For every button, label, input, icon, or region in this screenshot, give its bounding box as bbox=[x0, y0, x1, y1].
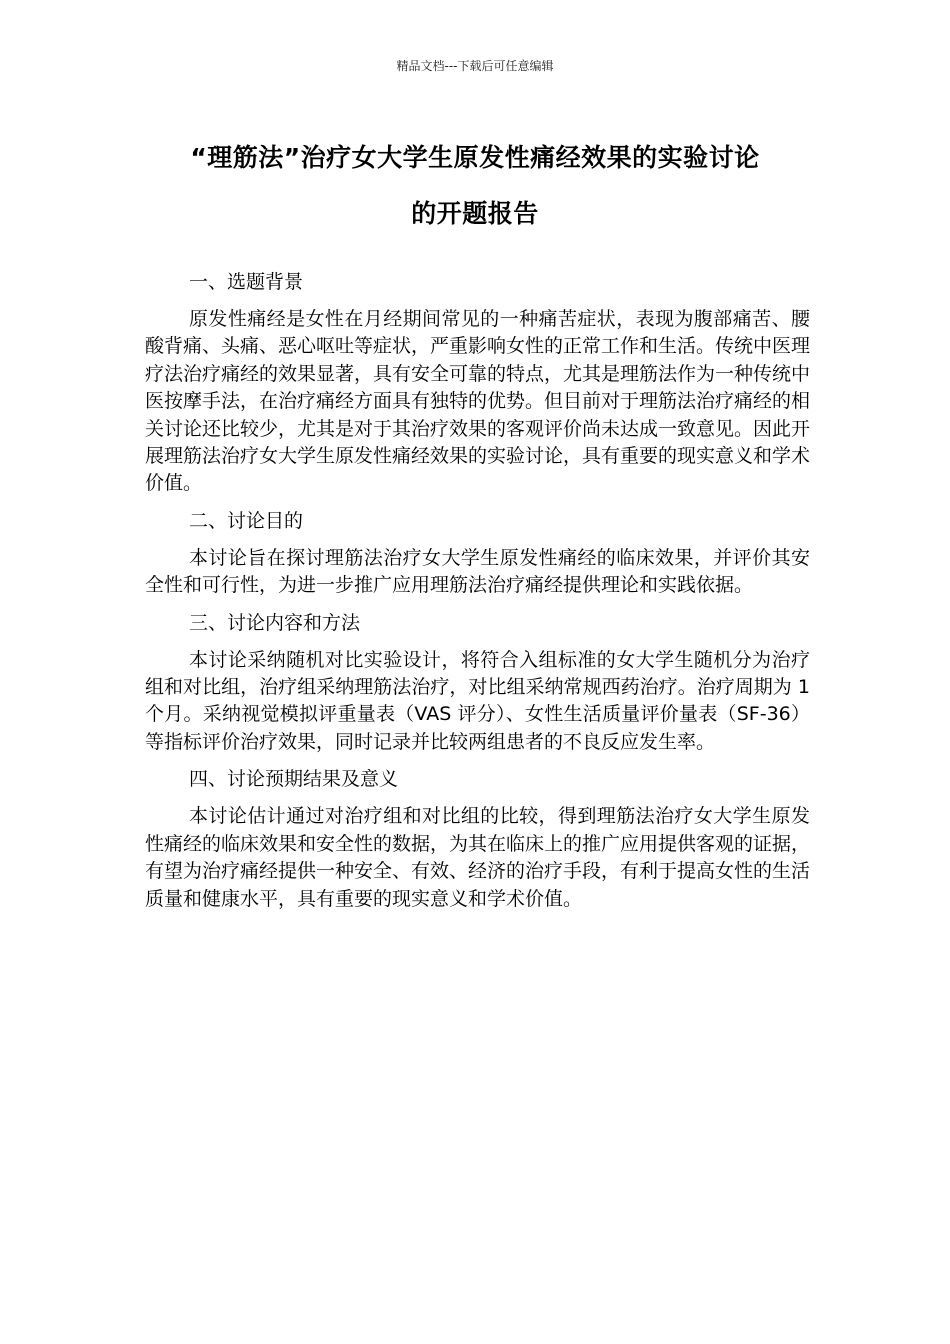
section-paragraph: 本讨论采纳随机对比实验设计，将符合入组标准的女大学生随机分为治疗组和对比组，治疗组采纳理筋法治疗，对比组采纳常规西药治疗。治疗周期为 1 个月。采纳视觉模拟评重量表（VAS 评分）、女性生活质量评价量表（SF-36）等指标评价治疗效果，同时记录并比较两组患者的不良反应发生率。 bbox=[145, 648, 810, 753]
title-line-2: 的开题报告 bbox=[411, 199, 539, 228]
section-heading: 三、讨论内容和方法 bbox=[189, 611, 361, 634]
page-header: 精品文档---下载后可任意编辑 bbox=[396, 59, 554, 73]
title-line-1: “理筋法”治疗女大学生原发性痛经效果的实验讨论 bbox=[190, 143, 760, 172]
section-background bbox=[145, 268, 810, 498]
section-purpose bbox=[145, 507, 810, 600]
section-paragraph: 本讨论旨在探讨理筋法治疗女大学生原发性痛经的临床效果，并评价其安全性和可行性，为进一步推广应用理筋法治疗痛经提供理论和实践依据。 bbox=[145, 546, 810, 597]
section-methods bbox=[145, 609, 810, 757]
section-paragraph: 原发性痛经是女性在月经期间常见的一种痛苦症状，表现为腹部痛苦、腰酸背痛、头痛、恶心呕吐等症状，严重影响女性的正常工作和生活。传统中医理疗法治疗痛经的效果显著，具有安全可靠的特点，尤其是理筋法作为一种传统中医按摩手法，在治疗痛经方面具有独特的优势。但目前对于理筋法治疗痛经的相关讨论还比较少，尤其是对于其治疗效果的客观评价尚未达成一致意见。因此开展理筋法治疗女大学生原发性痛经效果的实验讨论，具有重要的现实意义和学术价值。 bbox=[145, 308, 811, 495]
section-expected-results bbox=[145, 765, 810, 913]
document-title bbox=[120, 130, 830, 242]
section-paragraph: 本讨论估计通过对治疗组和对比组的比较，得到理筋法治疗女大学生原发性痛经的临床效果和安全性的数据，为其在临床上的推广应用提供客观的证据，有望为治疗痛经提供一种安全、有效、经济的治疗手段，有利于提高女性的生活质量和健康水平，具有重要的现实意义和学术价值。 bbox=[145, 805, 811, 910]
section-heading: 一、选题背景 bbox=[189, 271, 304, 293]
document-body bbox=[145, 268, 810, 922]
section-heading: 四、讨论预期结果及意义 bbox=[189, 768, 399, 791]
section-heading: 二、讨论目的 bbox=[189, 509, 304, 532]
